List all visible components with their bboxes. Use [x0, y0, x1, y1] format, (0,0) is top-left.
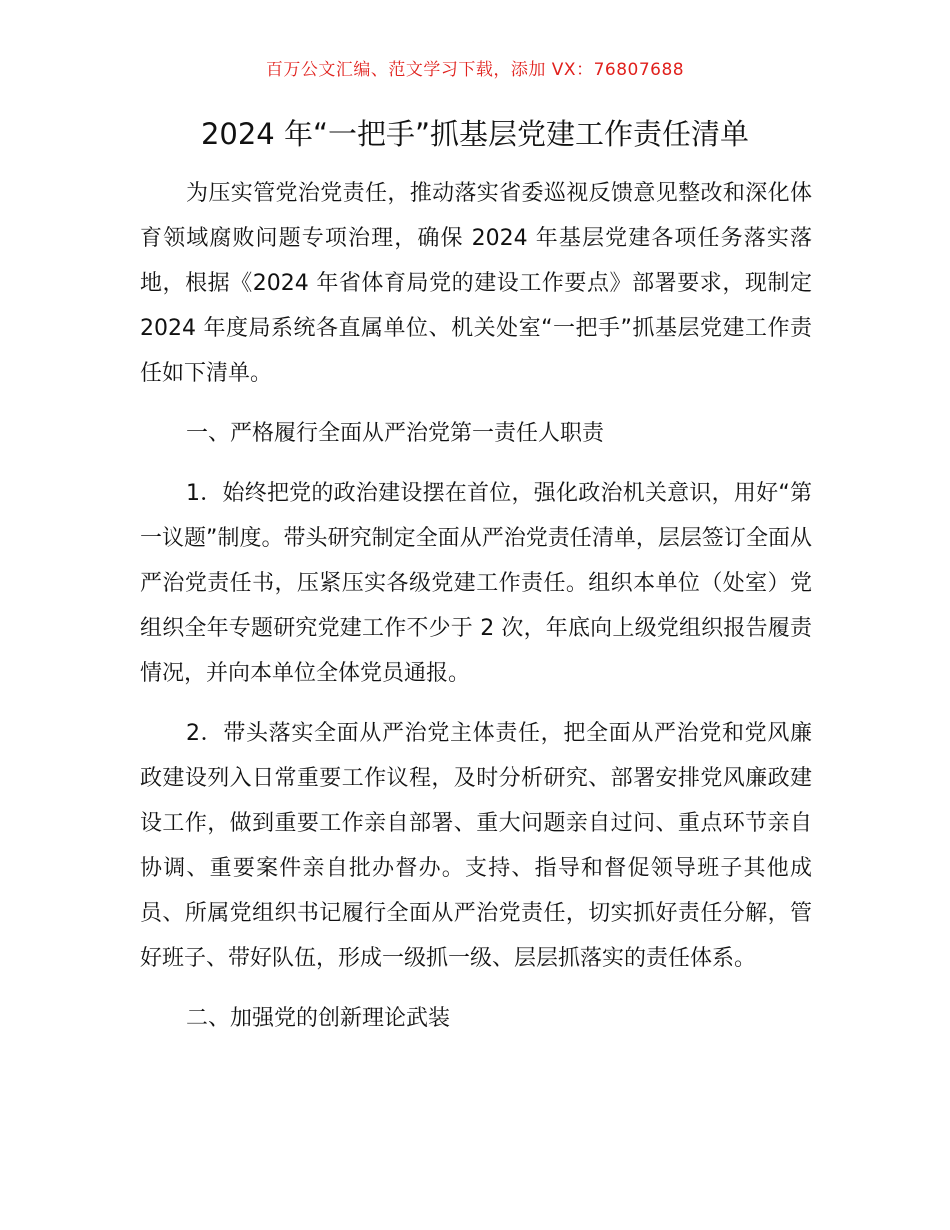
intro-paragraph: 为压实管党治党责任，推动落实省委巡视反馈意见整改和深化体育领域腐败问题专项治理，确保 2024 年基层党建各项任务落实落地，根据《2024 年省体育局党的建设工作要点》部署要求，现制定 2024 年度局系统各直属单位、机关处室“一把手”抓基层党建工作责任如下清单。 [140, 181, 812, 386]
document-title: 2024 年“一把手”抓基层党建工作责任清单 [200, 117, 750, 151]
section-heading-2: 二、加强党的创新理论武装 [186, 1006, 451, 1031]
section-heading-1: 一、严格履行全面从严治党第一责任人职责 [186, 421, 605, 446]
item-paragraph-1: 1．始终把党的政治建设摆在首位，强化政治机关意识，用好“第一议题”制度。带头研究制定全面从严治党责任清单，层层签订全面从严治党责任书，压紧压实各级党建工作责任。组织本单位（处室）党组织全年专题研究党建工作不少于 2 次，年底向上级党组织报告履责情况，并向本单位全体党员通报。 [140, 481, 812, 686]
item-paragraph-2: 2．带头落实全面从严治党主体责任，把全面从严治党和党风廉政建设列入日常重要工作议程，及时分析研究、部署安排党风廉政建设工作，做到重要工作亲自部署、重大问题亲自过问、重点环节亲自协调、重要案件亲自批办督办。支持、指导和督促领导班子其他成员、所属党组织书记履行全面从严治党责任，切实抓好责任分解，管好班子、带好队伍，形成一级抓一级、层层抓落实的责任体系。 [140, 721, 812, 971]
promo-banner: 百万公文汇编、范文学习下载，添加 VX：76807688 [265, 60, 685, 80]
document-body [140, 171, 812, 1056]
